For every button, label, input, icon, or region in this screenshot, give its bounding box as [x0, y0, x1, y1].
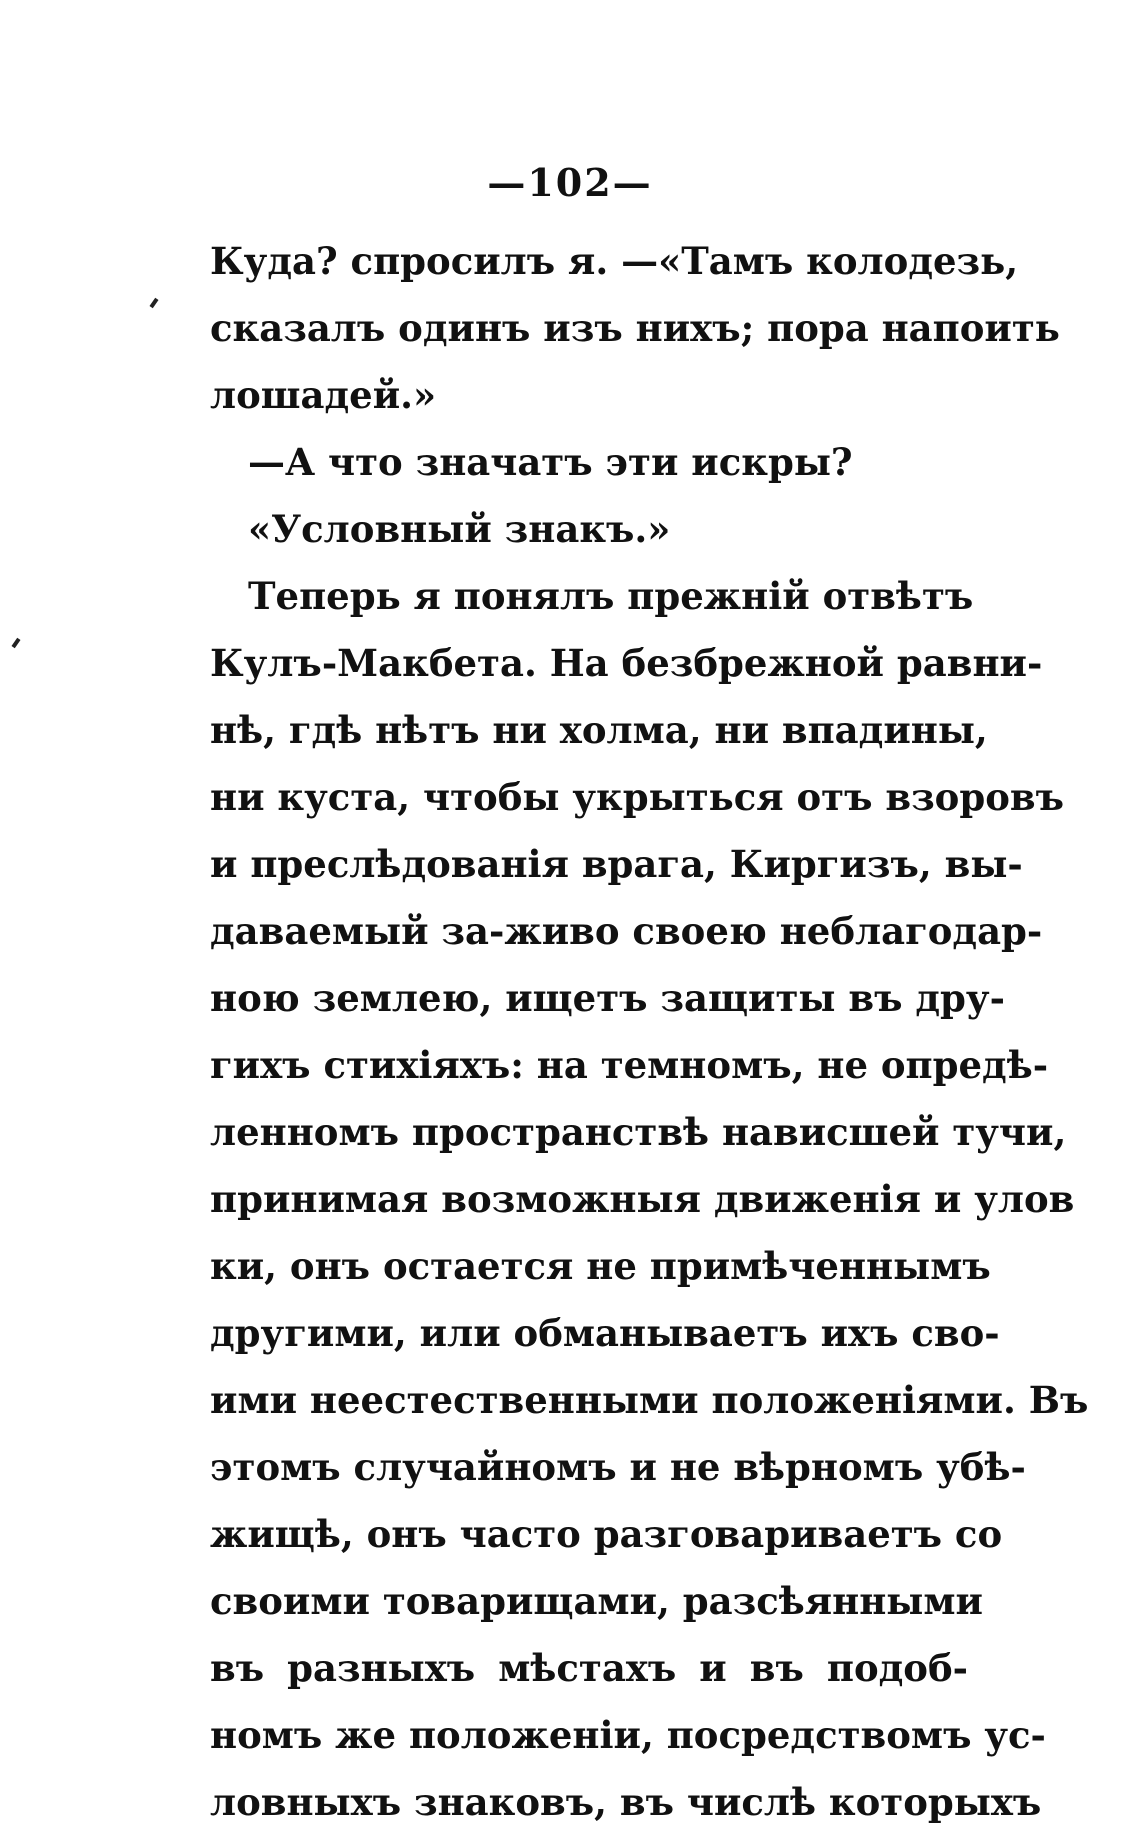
text-line: въ разныхъ мѣстахъ и въ подоб- — [210, 1646, 968, 1690]
text-line: даваемый за-живо своею неблагодар- — [210, 909, 1043, 953]
text-line: ловныхъ знаковъ, въ числѣ которыхъ — [210, 1780, 1042, 1824]
text-line: ими неестественными положеніями. Въ — [210, 1378, 1089, 1422]
text-line: Куда? спросилъ я. —«Тамъ колодезь, — [210, 239, 1019, 283]
page-number: —102— — [487, 160, 653, 205]
text-line: гихъ стихіяхъ: на темномъ, не опредѣ- — [210, 1043, 1049, 1087]
text-line: ки, онъ остается не примѣченнымъ — [210, 1244, 991, 1288]
text-line: Кулъ-Макбета. На безбрежной равни- — [210, 641, 1043, 685]
text-line: ленномъ пространствѣ нависшей тучи, — [210, 1110, 1067, 1154]
text-line: этомъ случайномъ и не вѣрномъ убѣ- — [210, 1445, 1026, 1489]
margin-speck — [11, 638, 20, 648]
margin-speck — [149, 298, 158, 308]
text-line: жищѣ, онъ часто разговариваетъ со — [210, 1512, 1003, 1556]
text-line: сказалъ одинъ изъ нихъ; пора напоить — [210, 306, 1060, 350]
text-line: Теперь я понялъ прежній отвѣтъ — [248, 574, 974, 618]
text-line: ни куста, чтобы укрыться отъ взоровъ — [210, 775, 1064, 819]
text-line: «Условный знакъ.» — [248, 507, 671, 551]
text-line: своими товарищами, разсѣянными — [210, 1579, 983, 1623]
text-line: и преслѣдованія врага, Киргизъ, вы- — [210, 842, 1023, 886]
text-line: —А что значатъ эти искры? — [248, 440, 853, 484]
text-line: принимая возможныя движенія и улов — [210, 1177, 1075, 1221]
text-line: другими, или обманываетъ ихъ сво- — [210, 1311, 1000, 1355]
text-line: нѣ, гдѣ нѣтъ ни холма, ни впадины, — [210, 708, 988, 752]
body-text — [210, 228, 1089, 1836]
text-line: номъ же положеніи, посредствомъ ус- — [210, 1713, 1046, 1757]
text-line: лошадей.» — [210, 373, 437, 417]
text-line: ною землею, ищетъ защиты въ дру- — [210, 976, 1005, 1020]
